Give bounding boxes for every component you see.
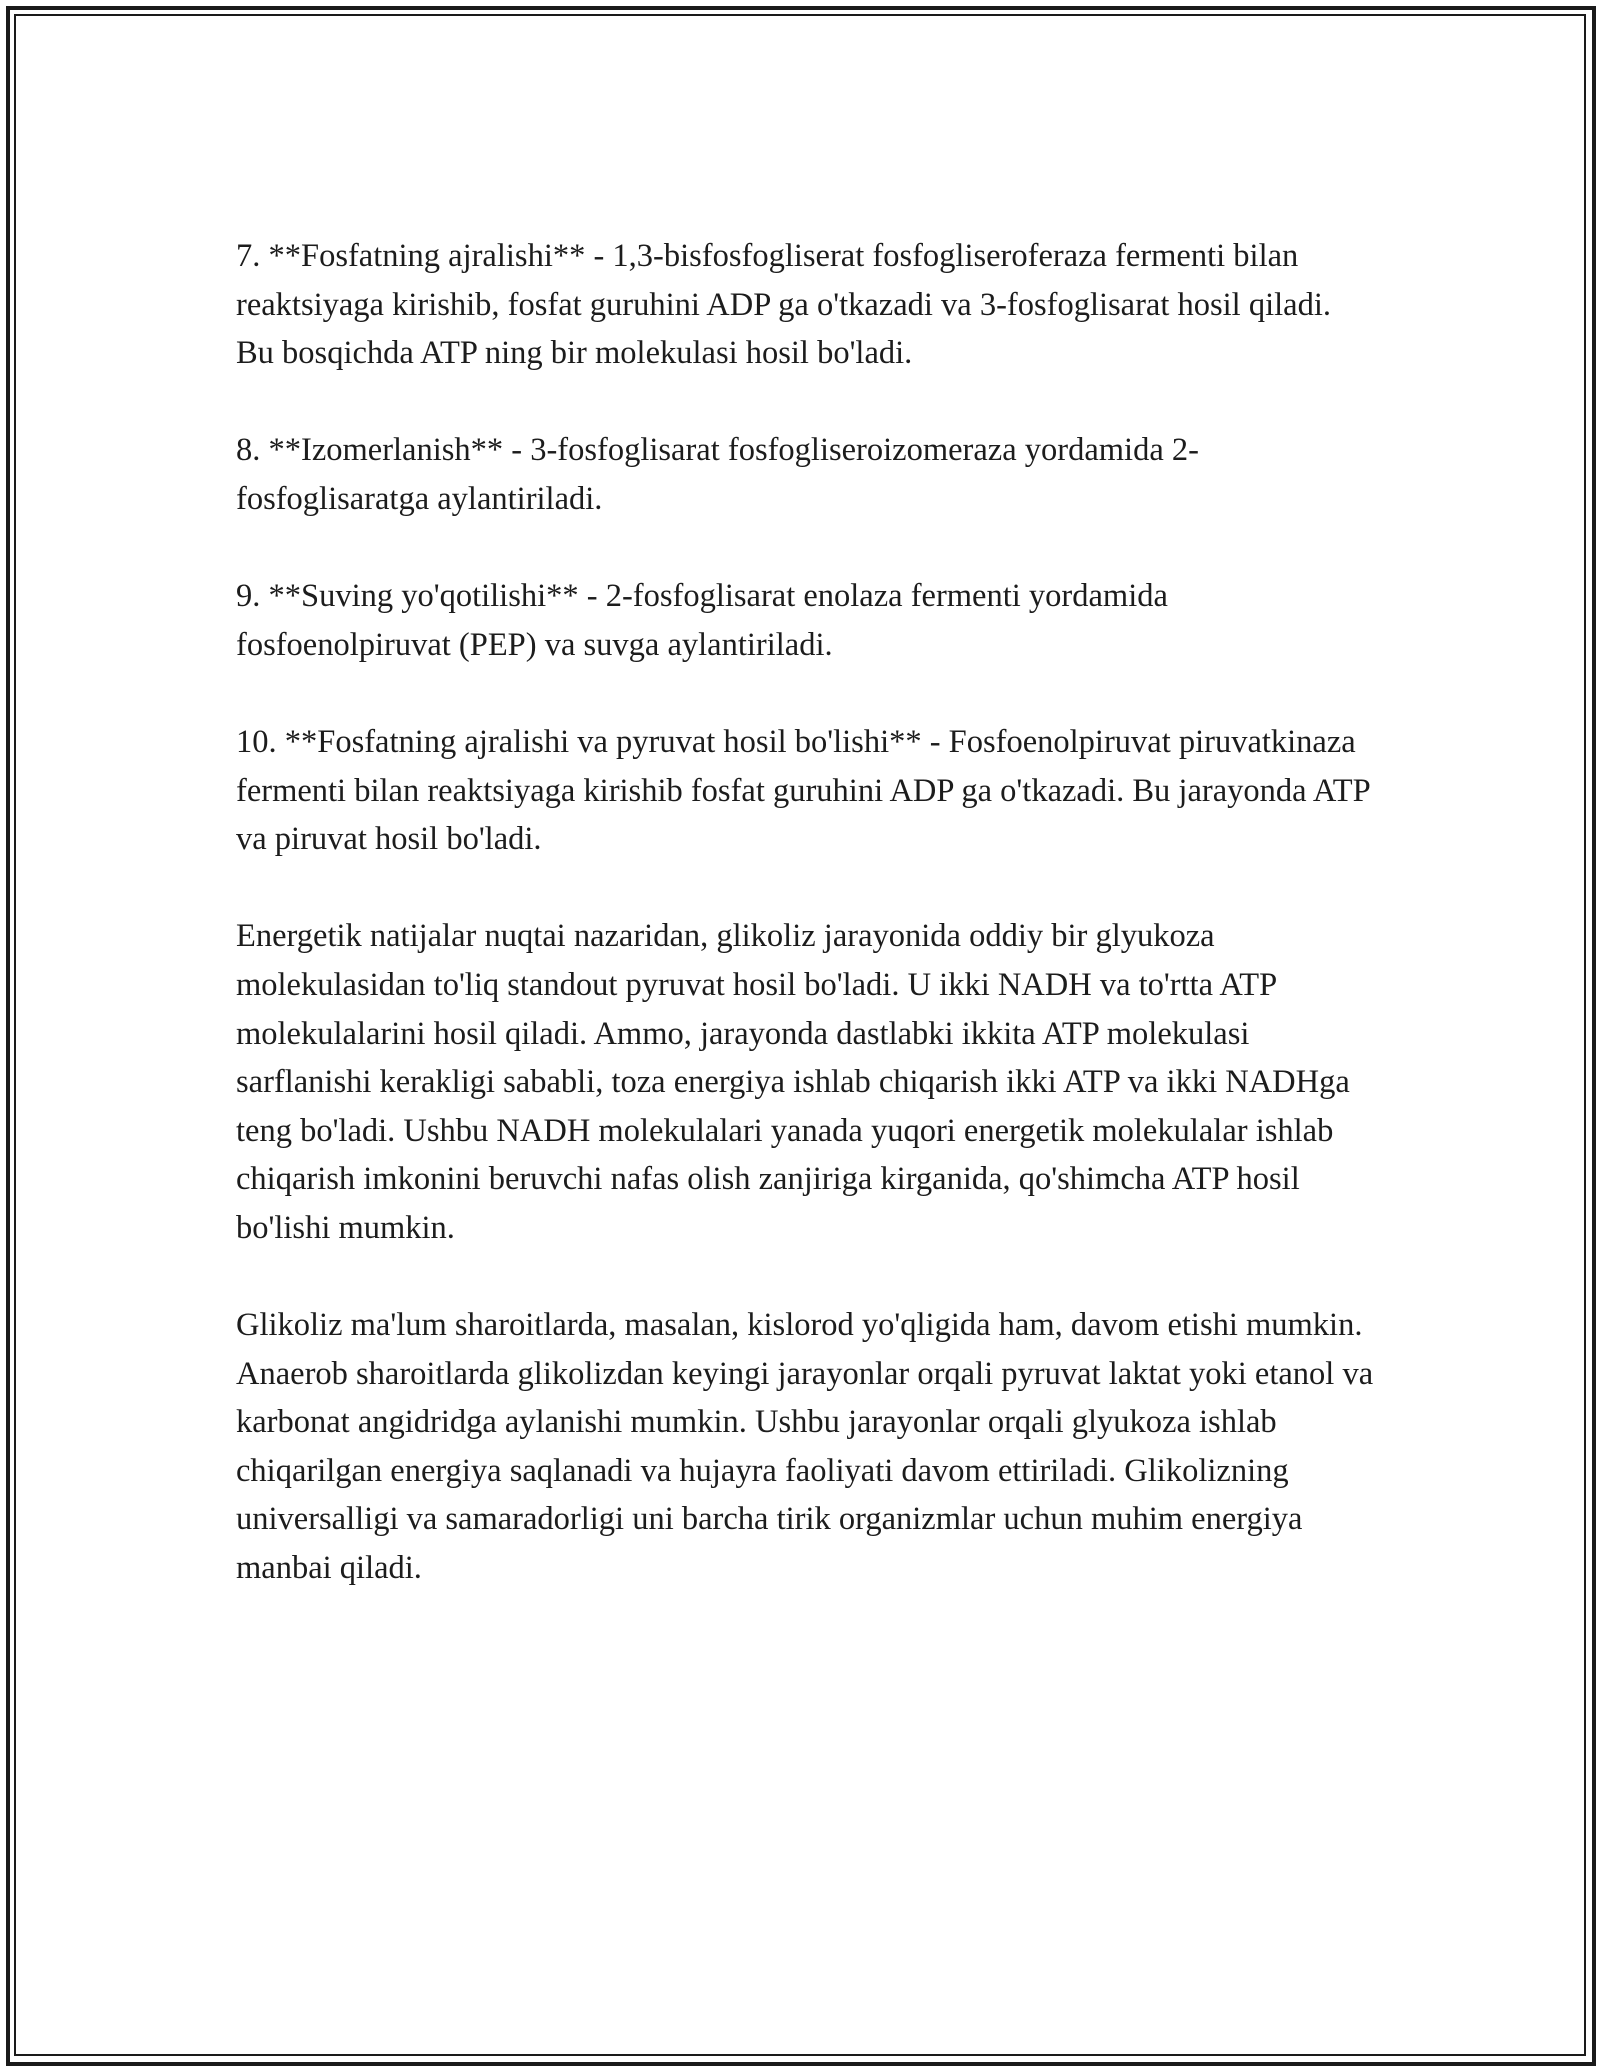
paragraph-anaerobic-conditions: Glikoliz ma'lum sharoitlarda, masalan, kislorod yo'qligida ham, davom etishi mumkin. Anaerob sharoitlarda glikolizdan keyingi jarayonlar orqali pyruvat laktat yoki etanol va karbonat angidridga aylanishi mumkin. Ushbu jarayonlar orqali glyukoza ishlab chiqarilgan energiya saqlanadi va hujayra faoliyati davom ettiriladi. Glikolizning universalligi va samaradorligi uni barcha tirik organizmlar uchun muhim energiya manbai qiladi. xyxy=(236,1307,1374,1587)
paragraph-energy-results: Energetik natijalar nuqtai nazaridan, glikoliz jarayonida oddiy bir glyukoza molekulasidan to'liq standout pyruvat hosil bo'ladi. U ikki NADH va to'rtta ATP molekulalarini hosil qiladi. Ammo, jarayonda dastlabki ikkita ATP molekulasi sarflanishi kerakligi sababli, toza energiya ishlab chiqarish ikki ATP va ikki NADHga teng bo'ladi. Ushbu NADH molekulalari yanada yuqori energetik molekulalar ishlab chiqarish imkonini beruvchi nafas olish zanjiriga kirganida, qo'shimcha ATP hosil bo'lishi mumkin. xyxy=(236,918,1350,1246)
document-body xyxy=(236,232,1376,1593)
paragraph-step-10: 10. **Fosfatning ajralishi va pyruvat hosil bo'lishi** - Fosfoenolpiruvat piruvatkinaza fermenti bilan reaktsiyaga kirishib fosfat guruhini ADP ga o'tkazadi. Bu jarayonda ATP va piruvat hosil bo'ladi. xyxy=(236,723,1370,858)
paragraph-step-7: 7. **Fosfatning ajralishi** - 1,3-bisfosfogliserat fosfogliseroferaza fermenti bilan reaktsiyaga kirishib, fosfat guruhini ADP ga o'tkazadi va 3-fosfoglisarat hosil qiladi. Bu bosqichda ATP ning bir molekulasi hosil bo'ladi. xyxy=(236,238,1331,372)
paragraph-step-8: 8. **Izomerlanish** - 3-fosfoglisarat fosfogliseroizomeraza yordamida 2-fosfoglisaratga aylantiriladi. xyxy=(236,432,1199,517)
paragraph-step-9: 9. **Suving yo'qotilishi** - 2-fosfoglisarat enolaza fermenti yordamida fosfoenolpiruvat (PEP) va suvga aylantiriladi. xyxy=(236,578,1168,663)
